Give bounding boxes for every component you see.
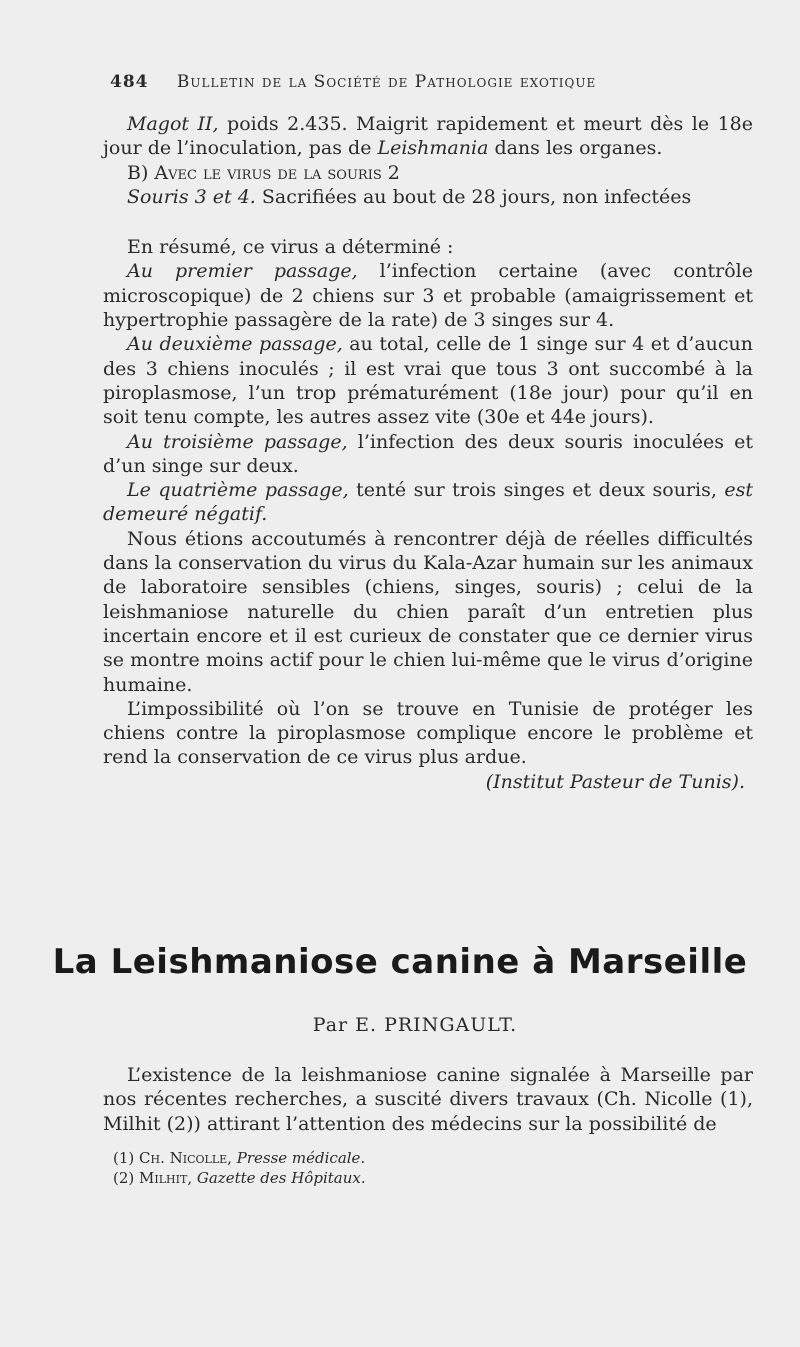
article-body: [103, 1063, 753, 1136]
footnotes: [113, 1148, 713, 1188]
paragraph: L’impossibilité où l’on se trouve en Tunisie de protéger les chiens contre la piroplasmose complique encore le problème et rend la conservation de ce virus plus ardue.: [103, 697, 753, 769]
footnote-author: Ch. Nicolle,: [139, 1149, 232, 1167]
italic-text: Au premier passage,: [127, 260, 358, 283]
paragraph: [103, 185, 753, 209]
text: poids 2.435. Maigrit rapidement et meurt dès le 18e jour de l’inoculation, pas de: [103, 113, 753, 160]
text: dans les organes.: [488, 137, 663, 160]
section-heading: B) Avec le virus de la souris 2: [127, 161, 400, 184]
footnote-marker: (1): [113, 1149, 135, 1167]
footnote: [113, 1168, 713, 1188]
paragraph: [103, 332, 753, 429]
signature: (Institut Pasteur de Tunis).: [485, 770, 745, 793]
article-title: La Leishmaniose canine à Marseille: [52, 942, 748, 982]
text: Sacrifiées au bout de 28 jours, non infectées: [255, 185, 692, 208]
footnote-author: Milhit,: [139, 1169, 193, 1187]
italic-text: Au troisième passage,: [127, 430, 348, 453]
text: l’infection certaine (avec contrôle microscopique) de 2 chiens sur 3 et probable (amaigrissement et hypertrophie passagère de la rate) de 3 singes sur 4.: [103, 260, 753, 332]
italic-text: Magot II,: [127, 113, 219, 135]
italic-text: Le quatrième passage,: [127, 479, 349, 502]
paragraph: [103, 430, 753, 479]
paragraph: Nous étions accoutumés à rencontrer déjà de réelles difficultés dans la conservation du virus du Kala-Azar humain sur les animaux de laboratoire sensibles (chiens, singes, souris) ; celui de la leishmaniose naturelle du chien paraît d’un entretien plus incertain encore et il est curieux de constater que ce dernier virus se montre moins actif pour le chien lui-même que le virus d’origine humaine.: [103, 527, 753, 696]
footnote-source: Gazette des Hôpitaux.: [196, 1169, 366, 1187]
previous-article-text: [103, 112, 753, 794]
footnote-source: Presse médicale.: [236, 1149, 366, 1167]
text: au total, celle de 1 singe sur 4 et d’aucun des 3 chiens inoculés ; il est vrai que tous 3 ont succombé à la piroplasmose, l’un trop prématurément (18e jour) pour qu’il en soit tenu compte, les autres assez vite (30e et 44e jours).: [103, 333, 754, 429]
page-number: 484: [110, 72, 149, 92]
italic-text: Au deuxième passage,: [127, 333, 343, 356]
italic-text: Souris 3 et 4.: [127, 185, 256, 208]
text: l’infection des deux souris inoculées et d’un singe sur deux.: [103, 430, 754, 477]
running-title: Bulletin de la Société de Pathologie exotique: [176, 72, 597, 92]
footnote-marker: (2): [113, 1169, 135, 1187]
footnote: [113, 1148, 713, 1168]
running-header: [110, 72, 670, 92]
paragraph: [103, 259, 753, 332]
italic-text: est demeuré négatif.: [103, 479, 754, 526]
summary-heading: En résumé, ce virus a déterminé :: [127, 236, 454, 259]
article-author: Par E. PRINGAULT.: [312, 1014, 518, 1036]
paragraph: [103, 478, 753, 527]
paragraph: L’existence de la leishmaniose canine signalée à Marseille par nos récentes recherches, a suscité divers travaux (Ch. Nicolle (1), Milhit (2)) attirant l’attention des médecins sur la possibilité de: [103, 1064, 753, 1135]
italic-text: Leishmania: [377, 137, 489, 160]
text: tenté sur trois singes et deux souris,: [348, 479, 725, 502]
paragraph: [103, 112, 753, 161]
